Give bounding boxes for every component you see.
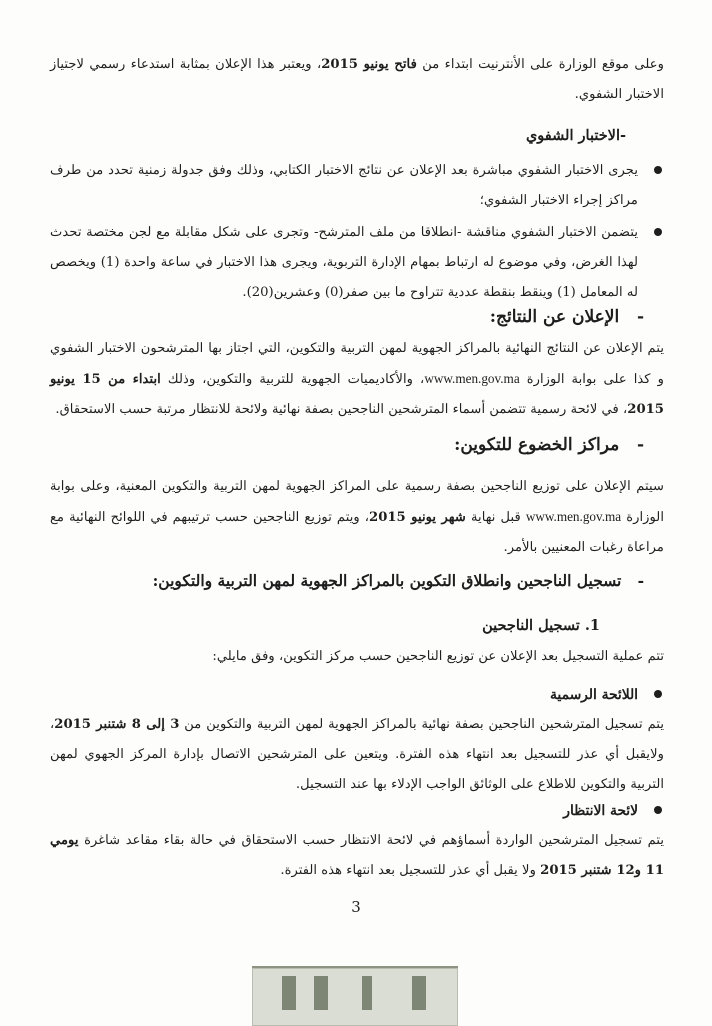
centers-text: سيتم الإعلان على توزيع الناجحين بصفة رسمية على المراكز الجهوية لمهن التربية والتكوين المعنية، وعلى بوابة الوزارة [50,479,664,525]
bullet-dot-icon [654,806,662,814]
heading-dash: - [619,435,644,455]
results-heading [40,304,644,330]
centers-date: شهر يونيو 2015 [369,510,466,525]
registration-heading [40,568,644,594]
bullet-dot-icon [654,228,662,236]
waiting-text: يتم تسجيل المترشحين الواردة أسماؤهم في لائحة الانتظار حسب الاستحقاق في حالة بقاء مقاعد شاغرة [84,833,664,848]
results-text: يتم الإعلان عن النتائج النهائية بالمراكز الجهوية لمهن التربية والتكوين، التي اجتاز بها المترشحون الاختبار الشفوي و كذا على بوابة الوزارة [50,341,664,387]
registration-heading-text: تسجيل الناجحين وانطلاق التكوين بالمراكز الجهوية لمهن التربية والتكوين: [152,571,622,590]
waiting-dates: يومي 11 و12 شتنبر 2015 [50,833,664,878]
registration-intro: تتم عملية التسجيل بعد الإعلان عن توزيع الناجحين حسب مركز التكوين، وفق مايلي: [212,649,664,664]
intro-paragraph [50,50,664,110]
centers-heading [40,432,644,458]
results-heading-text: الإعلان عن النتائج: [489,307,620,327]
registration-subheading: 1. تسجيل الناجحين [482,617,600,634]
waiting-list-heading [50,796,664,826]
waiting-text-2: ولا يقبل أي عذر للتسجيل بعد انتهاء هذه الفترة. [280,863,536,878]
centers-text-3: ، ويتم توزيع الناجحين حسب ترتيبهم في اللوائح النهائية مع مراعاة رغبات المعنيين بالأمر. [50,510,664,555]
ministry-url-link[interactable]: www.men.gov.ma [525,509,622,524]
official-list-heading [50,680,664,710]
heading-dash: - [619,307,644,327]
results-paragraph [50,334,664,425]
official-list-paragraph [50,710,664,800]
official-dates: 3 إلى 8 شتنبر 2015 [54,717,180,732]
waiting-list-paragraph [50,826,664,886]
intro-text: وعلى موقع الوزارة على الأنترنيت ابتداء من [422,57,664,72]
page-number: 3 [351,898,361,916]
bullet-dot-icon [654,690,662,698]
oral-bullet-1 [50,156,664,216]
scanner-stamp-image [252,966,458,1026]
official-list-heading-text: اللائحة الرسمية [550,687,638,703]
oral-bullet-2-text: يتضمن الاختبار الشفوي مناقشة -انطلاقا من ملف المترشح- وتجرى على شكل مقابلة مع لجن مختصة تحدث لهذا الغرض، وفي موضوع له ارتباط بمهام الإدارة التربوية، ويجرى هذا الاختبار في ساعة واحدة (1) ويخصص له المعامل (1) وينقط بنقطة عددية تتراوح ما بين صفر(0) وعشرين(20). [50,225,639,300]
heading-dash: - [621,571,644,590]
oral-exam-heading: -الاختبار الشفوي [525,127,626,144]
results-date: ابتداء من 15 يونيو 2015 [50,372,664,417]
official-text-2: ، ولايقبل أي عذر للتسجيل بعد انتهاء هذه الفترة. ويتعين على المترشحين الاتصال بإدارة المركز الجهوي لمهن التربية والتكوين للاطلاع على الوثائق الواجب الإدلاء بها عند التسجيل. [50,717,664,792]
intro-text-end: ، ويعتبر هذا الإعلان بمثابة استدعاء رسمي لاجتياز الاختبار الشفوي. [50,57,664,102]
results-text-2: ، والأكاديميات الجهوية للتربية والتكوين، وذلك [167,372,425,387]
ministry-url-link[interactable]: www.men.gov.ma [424,371,520,386]
results-text-3: ، في لائحة رسمية تتضمن أسماء المترشحين الناجحين بصفة نهائية ولائحة للانتظار مرتبة حسب الاستحقاق. [55,402,628,417]
centers-paragraph [50,472,664,563]
centers-heading-text: مراكز الخضوع للتكوين: [454,435,620,455]
bullet-dot-icon [654,166,662,174]
oral-bullet-2 [50,218,664,308]
waiting-list-heading-text: لائحة الانتظار [563,803,638,819]
centers-text-2: قبل نهاية [470,510,521,525]
official-text: يتم تسجيل المترشحين الناجحين بصفة نهائية بالمراكز الجهوية لمهن التربية والتكوين من [184,717,665,732]
intro-date: فاتح يونيو 2015 [321,57,417,72]
oral-bullet-1-text: يجرى الاختبار الشفوي مباشرة بعد الإعلان عن نتائج الاختبار الكتابي، وذلك وفق جدولة زمنية تحدد من طرف مراكز إجراء الاختبار الشفوي؛ [50,163,638,208]
